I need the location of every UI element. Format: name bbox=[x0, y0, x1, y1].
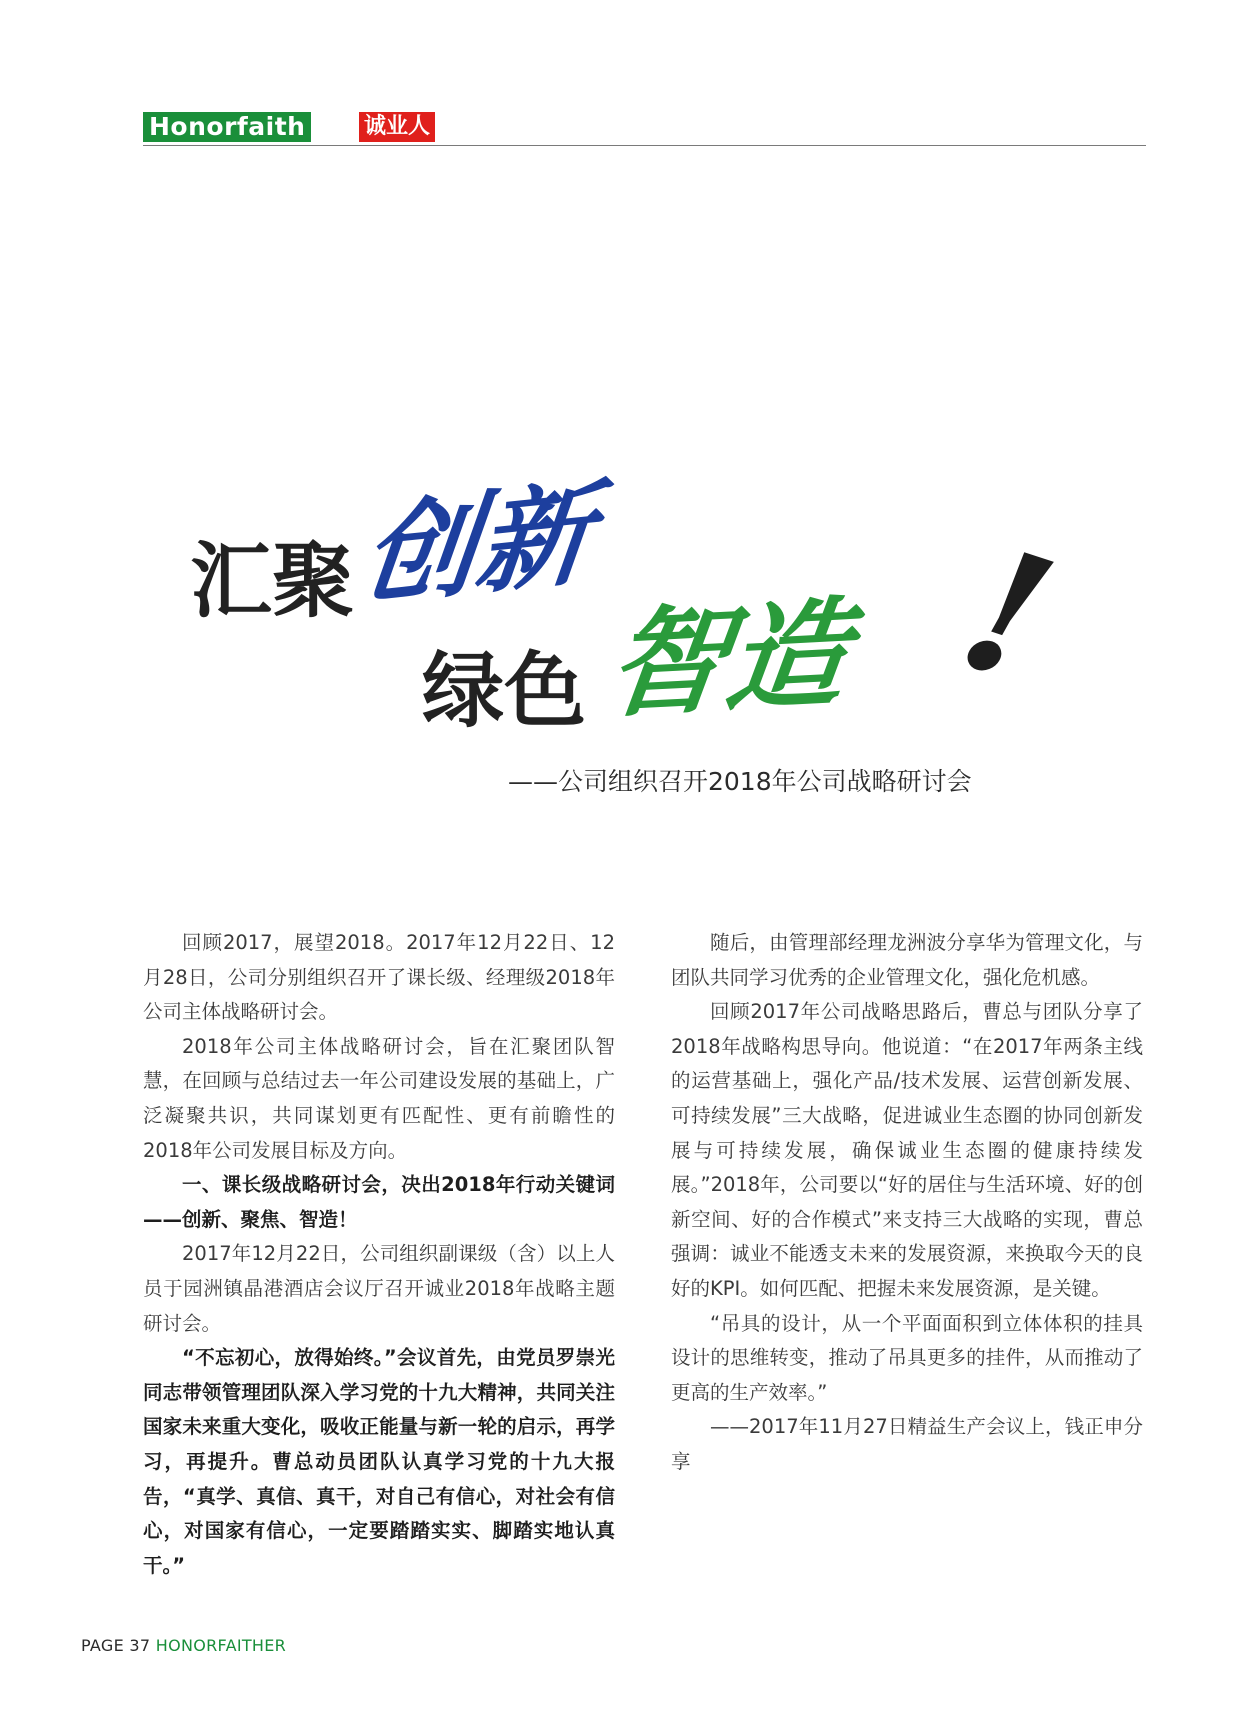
paragraph: 随后，由管理部经理龙洲波分享华为管理文化，与团队共同学习优秀的企业管理文化，强化危机感。 bbox=[671, 931, 1143, 989]
paragraph: 回顾2017年公司战略思路后，曹总与团队分享了2018年战略构思导向。他说道：“在2017年两条主线的运营基础上，强化产品/技术发展、运营创新发展、可持续发展”三大战略，促进诚业生态圈的协同创新发展与可持续发展，确保诚业生态圈的健康持续发展。”2018年，公司要以“好的居住与生活环境、好的创新空间、好的合作模式”来支持三大战略的实现，曹总强调：诚业不能透支未来的发展资源，来换取今天的良好的KPI。如何匹配、把握未来发展资源，是关键。 bbox=[671, 1000, 1143, 1300]
page-number: PAGE 37 bbox=[81, 1636, 151, 1655]
left-column bbox=[143, 926, 615, 1583]
quote-attribution: ——2017年11月27日精益生产会议上，钱正申分享 bbox=[671, 1415, 1143, 1473]
paragraph: 2017年12月22日，公司组织副课级（含）以上人员于园洲镇晶港酒店会议厅召开诚业2018年战略主题研讨会。 bbox=[143, 1242, 615, 1335]
title-lvse: 绿色 bbox=[422, 643, 587, 739]
section-heading: 一、课长级战略研讨会，决出2018年行动关键词——创新、聚焦、智造！ bbox=[143, 1173, 615, 1231]
article-subtitle: ——公司组织召开2018年公司战略研讨会 bbox=[508, 767, 972, 796]
magazine-logo-english: Honorfaith bbox=[143, 112, 311, 142]
title-zhizao: 智造 bbox=[600, 582, 856, 735]
header-divider bbox=[143, 145, 1146, 146]
page-footer bbox=[81, 1636, 286, 1655]
page-header bbox=[143, 112, 1146, 145]
title-exclamation: ! bbox=[940, 508, 1074, 722]
right-column bbox=[671, 926, 1143, 1480]
title-chuangxin: 创新 bbox=[356, 468, 598, 623]
bold-paragraph: “不忘初心，放得始终。”会议首先，由党员罗崇光同志带领管理团队深入学习党的十九大精神，共同关注国家未来重大变化，吸收正能量与新一轮的启示，再学习，再提升。曹总动员团队认真学习党的十九大报告，“真学、真信、真干，对自己有信心，对社会有信心，对国家有信心，一定要踏踏实实、脚踏实地认真干。” bbox=[143, 1346, 615, 1577]
magazine-logo-chinese: 诚业人 bbox=[359, 112, 435, 142]
paragraph: 2018年公司主体战略研讨会，旨在汇聚团队智慧，在回顾与总结过去一年公司建设发展的基础上，广泛凝聚共识，共同谋划更有匹配性、更有前瞻性的2018年公司发展目标及方向。 bbox=[143, 1034, 615, 1162]
footer-magazine-name: HONORFAITHER bbox=[155, 1636, 287, 1655]
quote-paragraph: “吊具的设计，从一个平面面积到立体体积的挂具设计的思维转变，推动了吊具更多的挂件，从而推动了更高的生产效率。” bbox=[671, 1311, 1143, 1404]
paragraph: 回顾2017，展望2018。2017年12月22日、12月28日，公司分别组织召开了课长级、经理级2018年公司主体战略研讨会。 bbox=[143, 931, 615, 1024]
title-huiju: 汇聚 bbox=[190, 533, 355, 629]
article-title bbox=[190, 468, 1090, 800]
